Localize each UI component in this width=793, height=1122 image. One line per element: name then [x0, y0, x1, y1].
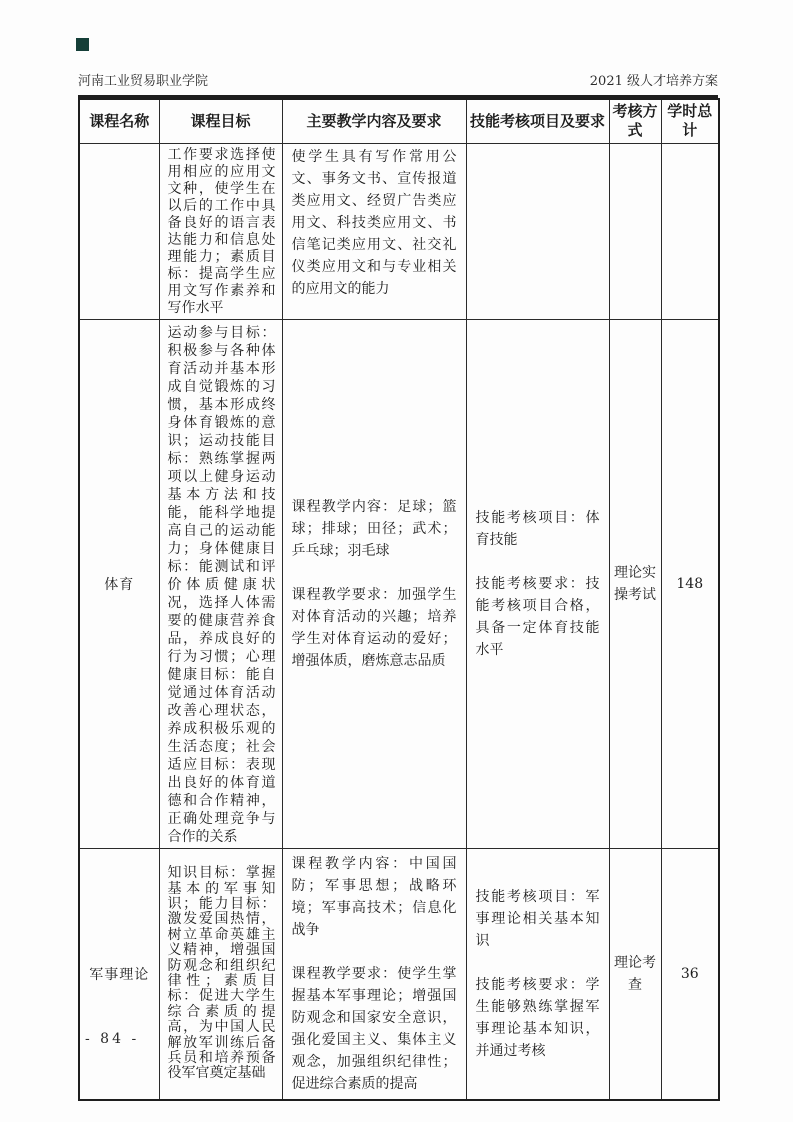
teaching-content-paragraph: 使学生具有写作常用公文、事务文书、宣传报道类应用文、经贸广告类应用文、科技类应用文、书信笔记类应用文、社交礼仪类应用文和与专业相关的应用文的能力 [291, 148, 457, 297]
cell-total-hours: 36 [661, 848, 719, 1100]
corner-mark [76, 38, 89, 51]
col-header-total-hours: 学时总计 [661, 99, 719, 143]
cell-assessment-method: 理论实操考试 [609, 319, 661, 848]
col-header-teaching-content: 主要教学内容及要求 [282, 99, 466, 143]
assessment-item-paragraph: 技能考核项目：军事理论相关基本知识 [475, 888, 600, 949]
cell-skill-assessment [466, 319, 609, 848]
cell-teaching-content [282, 848, 466, 1100]
teaching-content-paragraph: 课程教学内容：中国国防；军事思想；战略环境；军事高技术；信息化战争 [291, 855, 457, 938]
header-school-name: 河南工业贸易职业学院 [78, 74, 209, 89]
page-number: - 84 - [85, 1031, 140, 1047]
col-header-assessment-method: 考核方式 [609, 99, 661, 143]
cell-total-hours [661, 143, 719, 319]
table-row-applied-writing [79, 143, 719, 319]
col-header-course-name: 课程名称 [79, 99, 159, 143]
teaching-content-paragraph: 课程教学内容：足球；篮球；排球；田径；武术；乒乓球；羽毛球 [291, 498, 457, 559]
assessment-requirement-paragraph: 技能考核要求：技能考核项目合格，具备一定体育技能水平 [475, 575, 600, 658]
table-row-military-theory [79, 848, 719, 1100]
cell-course-objectives: 工作要求选择使用相应的应用文文种，使学生在以后的工作中具备良好的语言表达能力和信息处理能力；素质目标：提高学生应用文写作素养和写作水平 [159, 143, 282, 319]
cell-teaching-content [282, 319, 466, 848]
table-header-row [79, 99, 719, 143]
col-header-skill-assessment: 技能考核项目及要求 [466, 99, 609, 143]
teaching-requirement-paragraph: 课程教学要求：使学生掌握基本军事理论；增强国防观念和国家安全意识，强化爱国主义、集体主义观念，加强组织纪律性；促进综合素质的提高 [291, 965, 457, 1092]
assessment-item-paragraph: 技能考核项目：体育技能 [475, 509, 600, 548]
page-header [78, 70, 718, 98]
cell-course-name: 体育 [79, 319, 159, 848]
assessment-requirement-paragraph: 技能考核要求：学生能够熟练掌握军事理论基本知识，并通过考核 [475, 976, 600, 1059]
cell-skill-assessment [466, 848, 609, 1100]
curriculum-table [78, 98, 720, 1101]
col-header-course-objectives: 课程目标 [159, 99, 282, 143]
cell-course-objectives: 运动参与目标：积极参与各种体育活动并基本形成自觉锻炼的习惯，基本形成终身体育锻炼的意识；运动技能目标：熟练掌握两项以上健身运动基本方法和技能，能科学地提高自己的运动能力；身体健康目标：能测试和评价体质健康状况，选择人体需要的健康营养食品，养成良好的行为习惯；心理健康目标：能自觉通过体育活动改善心理状态，养成积极乐观的生活态度；社会适应目标：表现出良好的体育道德和合作精神，正确处理竞争与合作的关系 [159, 319, 282, 848]
cell-skill-assessment [466, 143, 609, 319]
cell-course-objectives: 知识目标：掌握基本的军事知识；能力目标：激发爱国热情，树立革命英雄主义精神，增强国防观念和组织纪律性；素质目标：促进大学生综合素质的提高，为中国人民解放军训练后备兵员和培养预备役军官奠定基础 [159, 848, 282, 1100]
table-row-physical-education [79, 319, 719, 848]
cell-total-hours: 148 [661, 319, 719, 848]
cell-assessment-method: 理论考查 [609, 848, 661, 1100]
teaching-requirement-paragraph: 课程教学要求：加强学生对体育活动的兴趣；培养学生对体育运动的爱好；增强体质，磨炼意志品质 [291, 586, 457, 669]
header-plan-title: 2021 级人才培养方案 [589, 74, 718, 89]
cell-course-name [79, 143, 159, 319]
cell-assessment-method [609, 143, 661, 319]
cell-teaching-content [282, 143, 466, 319]
cell-course-name: 军事理论 [79, 848, 159, 1100]
